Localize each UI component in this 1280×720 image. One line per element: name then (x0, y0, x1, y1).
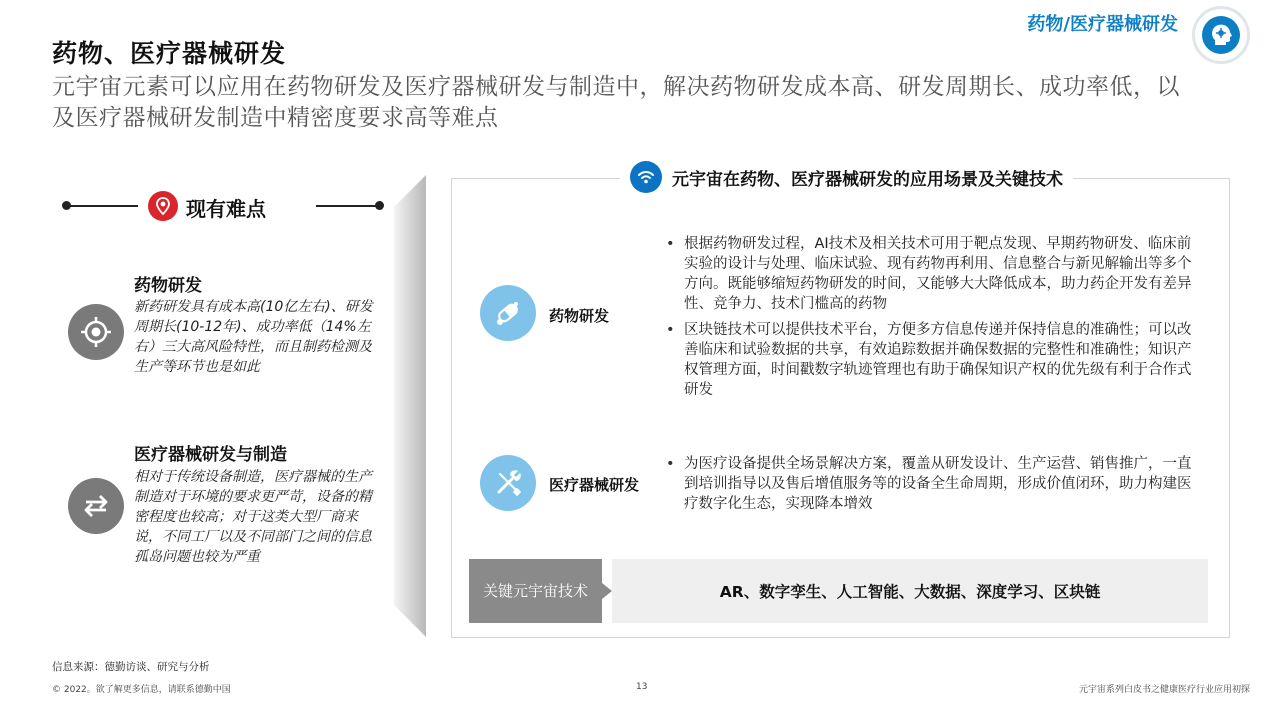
application-bullets-drug (664, 234, 1204, 406)
list-item: • 为医疗设备提供全场景解决方案，覆盖从研发设计、生产运营、销售推广，一直到培训指导以及售后增值服务等的设备全生命周期，形成价值闭环，助力构建医疗数字化生态，实现降本增效 (664, 454, 1204, 514)
pills-icon (480, 285, 536, 341)
list-item: • 根据药物研发过程，AI技术及相关技术可用于靶点发现、早期药物研发、临床前实验的设计与处理、临床试验、现有药物再利用、信息整合与新见解输出等多个方向。既能够缩短药物研发的时间，又能够大大降低成本，助力药企开发有差异性、竞争力、技术门槛高的药物 (664, 234, 1204, 314)
wrench-screwdriver-icon (480, 455, 536, 511)
swap-arrows-icon (68, 478, 124, 534)
right-panel-header (620, 160, 1073, 194)
wifi-icon (630, 161, 662, 193)
source-note: 信息来源：德勤访谈、研究与分析 (52, 661, 210, 673)
target-icon (68, 304, 124, 360)
application-label-drug: 药物研发 (549, 307, 610, 325)
difficulty-heading-drug: 药物研发 (134, 276, 202, 296)
difficulty-body-device: 相对于传统设备制造，医疗器械的生产制造对于环境的要求更严苛，设备的精密程度也较高；对于这类大型厂商来说，不同工厂以及不同部门之间的信息孤岛问题也较为严重 (134, 469, 372, 565)
key-tech-label: 关键元宇宙技术 (469, 559, 602, 623)
left-panel-title: 现有难点 (186, 197, 266, 221)
panel-divider-wedge (394, 175, 426, 637)
copyright: © 2022。欲了解更多信息，请联系德勤中国 (52, 685, 231, 695)
page-subtitle: 元宇宙元素可以应用在药物研发及医疗器械研发与制造中，解决药物研发成本高、研发周期长、成功率低，以及医疗器械研发制造中精密度要求高等难点 (52, 74, 1180, 131)
brand-badge (1192, 6, 1250, 64)
head-profile-icon (1201, 15, 1241, 55)
list-item: • 区块链技术可以提供技术平台，方便多方信息传递并保持信息的准确性；可以改善临床和试验数据的共享，有效追踪数据并确保数据的完整性和准确性；知识产权管理方面，时间戳数字轨迹管理也有助于确保知识产权的优先级有利于合作式研发 (664, 320, 1204, 400)
document-title: 元宇宙系列白皮书之健康医疗行业应用初探 (1078, 685, 1250, 695)
right-panel-title: 元宇宙在药物、医疗器械研发的应用场景及关键技术 (672, 169, 1063, 190)
difficulty-heading-device: 医疗器械研发与制造 (134, 445, 287, 465)
location-pin-icon (148, 191, 178, 221)
difficulty-body-drug: 新药研发具有成本高(10亿左右)、研发周期长(10-12年)、成功率低（14%左右）三大高风险特性，而且制药检测及生产等环节也是如此 (134, 299, 373, 375)
key-tech-arrow (602, 583, 612, 599)
page-number: 13 (636, 682, 648, 692)
application-label-device: 医疗器械研发 (549, 476, 640, 494)
key-tech-value: AR、数字孪生、人工智能、大数据、深度学习、区块链 (612, 559, 1208, 623)
page-title: 药物、医疗器械研发 (52, 39, 287, 68)
application-bullets-device (664, 454, 1204, 520)
section-tag: 药物/医疗器械研发 (1027, 14, 1178, 35)
